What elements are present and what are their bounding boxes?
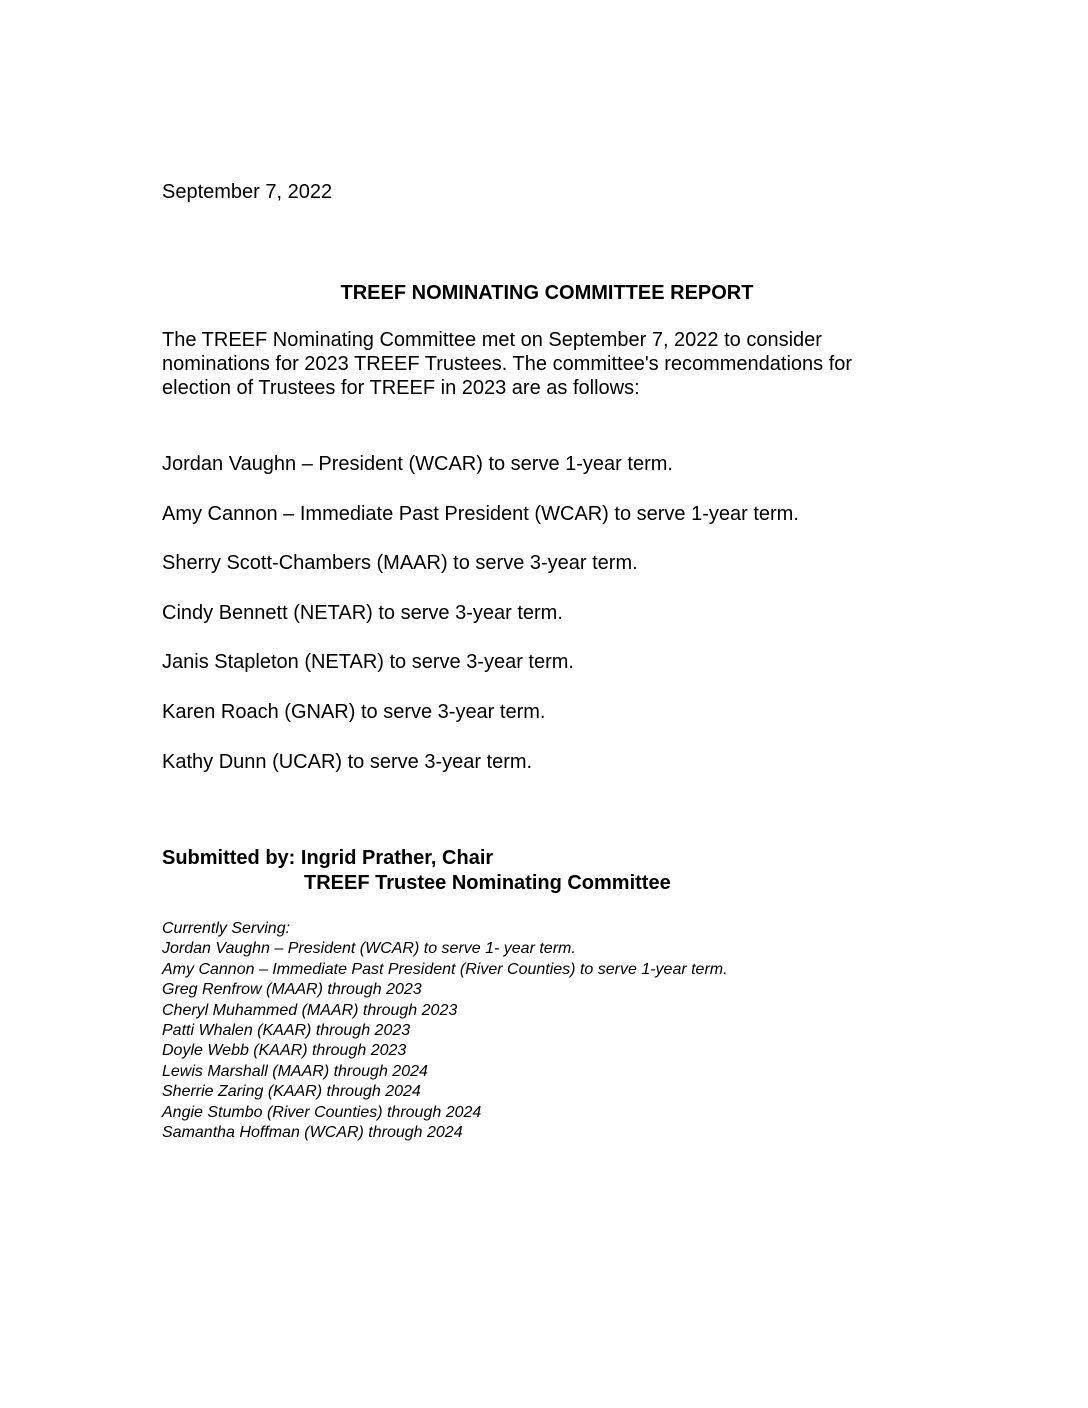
serving-item: Lewis Marshall (MAAR) through 2024 bbox=[162, 1062, 428, 1080]
currently-serving-heading: Currently Serving: bbox=[162, 920, 291, 937]
serving-item: Amy Cannon – Immediate Past President (River Counties) to serve 1-year term. bbox=[162, 960, 728, 978]
serving-item: Greg Renfrow (MAAR) through 2023 bbox=[162, 981, 422, 999]
nominee-item: Janis Stapleton (NETAR) to serve 3-year term. bbox=[162, 651, 574, 674]
intro-line: The TREEF Nominating Committee met on September 7, 2022 to consider bbox=[162, 329, 822, 351]
report-title: TREEF NOMINATING COMMITTEE REPORT bbox=[340, 282, 754, 304]
submitted-by-line: Submitted by: Ingrid Prather, Chair bbox=[162, 847, 494, 869]
intro-line: nominations for 2023 TREEF Trustees. The committee's recommendations for bbox=[162, 353, 853, 375]
serving-item: Sherrie Zaring (KAAR) through 2024 bbox=[162, 1083, 421, 1101]
nominee-item: Karen Roach (GNAR) to serve 3-year term. bbox=[162, 700, 546, 723]
report-date: September 7, 2022 bbox=[162, 181, 333, 203]
committee-name-line: TREEF Trustee Nominating Committee bbox=[304, 872, 671, 894]
serving-item: Jordan Vaughn – President (WCAR) to serve 1- year term. bbox=[162, 940, 576, 958]
submitted-by-block bbox=[162, 846, 671, 896]
nominee-item: Amy Cannon – Immediate Past President (WCAR) to serve 1-year term. bbox=[162, 502, 799, 525]
nominee-item: Sherry Scott-Chambers (MAAR) to serve 3-year term. bbox=[162, 552, 638, 575]
intro-line: election of Trustees for TREEF in 2023 are as follows: bbox=[162, 377, 640, 399]
intro-paragraph bbox=[162, 328, 942, 400]
nominee-item: Cindy Bennett (NETAR) to serve 3-year term. bbox=[162, 601, 563, 624]
currently-serving-list bbox=[162, 919, 728, 1143]
nominee-item: Jordan Vaughn – President (WCAR) to serve 1-year term. bbox=[162, 453, 673, 475]
serving-item: Doyle Webb (KAAR) through 2023 bbox=[162, 1042, 407, 1060]
serving-item: Angie Stumbo (River Counties) through 2024 bbox=[162, 1103, 482, 1121]
serving-item: Samantha Hoffman (WCAR) through 2024 bbox=[162, 1124, 463, 1142]
nominee-list bbox=[162, 452, 962, 799]
serving-item: Cheryl Muhammed (MAAR) through 2023 bbox=[162, 1001, 458, 1019]
nominee-item: Kathy Dunn (UCAR) to serve 3-year term. bbox=[162, 750, 533, 773]
serving-item: Patti Whalen (KAAR) through 2023 bbox=[162, 1022, 411, 1040]
